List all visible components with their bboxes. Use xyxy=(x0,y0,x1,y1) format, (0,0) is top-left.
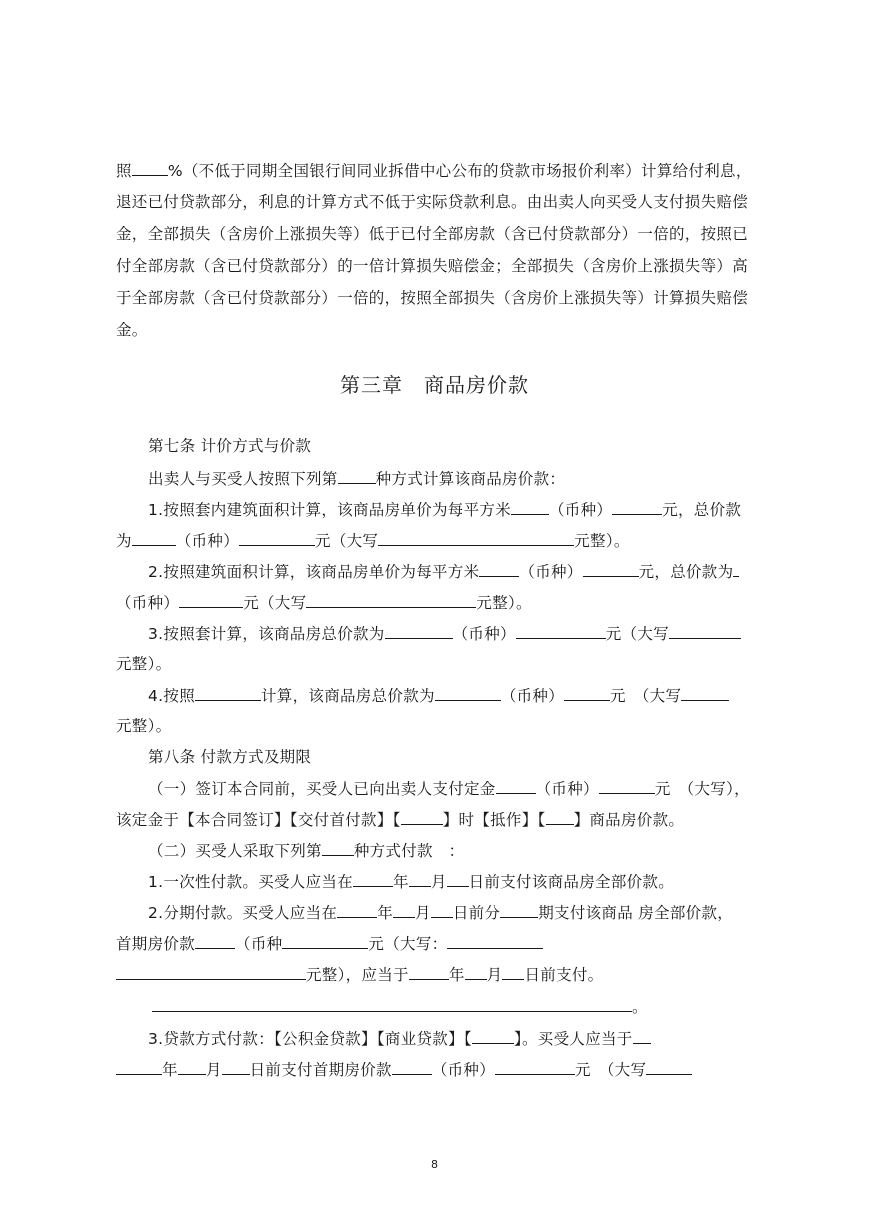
page-number: 8 xyxy=(431,1158,438,1171)
text-segment: 月 xyxy=(486,966,503,984)
text-line xyxy=(148,1028,651,1049)
text-segment: 该定金于【本合同签订】【交付首付款】【 xyxy=(116,811,401,829)
fill-blank xyxy=(447,933,543,949)
text-segment: 年 xyxy=(448,966,465,984)
fill-blank xyxy=(431,902,453,918)
text-segment: （币种） xyxy=(431,1061,496,1079)
text-segment: 1.一次性付款。买受人应当在 xyxy=(148,873,353,891)
fill-blank xyxy=(500,902,538,918)
fill-blank xyxy=(612,499,662,515)
fill-blank xyxy=(152,996,632,1012)
chapter-title: 第三章 商品房价款 xyxy=(340,373,529,397)
fill-blank xyxy=(564,685,610,701)
text-segment: 元 （大写 xyxy=(575,1061,647,1079)
text-segment: 】。买受人应当于 xyxy=(513,1030,633,1048)
text-segment: （币种） xyxy=(116,594,180,612)
text-segment: 元 （大写 xyxy=(610,687,682,705)
text-segment: 元 （大写）， xyxy=(654,780,750,798)
fill-blank xyxy=(195,933,235,949)
fill-blank xyxy=(393,902,415,918)
fill-blank xyxy=(282,933,368,949)
text-segment: 元整），应当于 xyxy=(306,966,409,984)
text-segment: 种方式计算该商品房价款： xyxy=(375,470,566,488)
fill-blank xyxy=(322,840,354,856)
text-line xyxy=(148,840,464,861)
article-heading: 第八条 付款方式及期限 xyxy=(148,748,312,766)
text-segment: （币种 xyxy=(235,935,283,953)
text-segment: 元整）。 xyxy=(476,594,532,612)
text-segment: 照 xyxy=(116,162,132,180)
text-line xyxy=(148,685,729,706)
fill-blank xyxy=(472,1028,514,1044)
text-line xyxy=(148,871,674,892)
text-segment: 日前分 xyxy=(452,904,501,922)
fill-blank xyxy=(178,1059,206,1075)
fill-blank xyxy=(378,530,574,546)
text-segment: 为 xyxy=(116,532,132,550)
fill-blank xyxy=(599,778,655,794)
fill-blank xyxy=(222,1059,250,1075)
text-line xyxy=(152,996,648,1017)
fill-blank xyxy=(496,778,536,794)
text-line xyxy=(148,468,565,489)
text-segment: 元，总价款为 xyxy=(638,563,734,581)
article-heading: 第七条 计价方式与价款 xyxy=(148,437,312,455)
fill-blank xyxy=(195,685,261,701)
text-line xyxy=(116,964,604,985)
text-segment: 】时【抵作】【 xyxy=(442,811,546,829)
text-segment: 年 xyxy=(162,1061,178,1079)
text-line xyxy=(148,623,741,644)
text-segment: 元整）。 xyxy=(574,532,630,550)
text-line xyxy=(116,160,752,181)
text-segment: 日前支付首期房价款 xyxy=(249,1061,392,1079)
text-segment: 出卖人与买受人按照下列第 xyxy=(148,470,338,488)
fill-blank xyxy=(409,871,431,887)
text-segment: 首期房价款 xyxy=(116,935,196,953)
fill-blank xyxy=(733,561,739,577)
text-segment: 期支付该商品 房全部价款， xyxy=(538,904,734,922)
fill-blank xyxy=(179,592,243,608)
text-segment: （币种） xyxy=(500,687,565,705)
fill-blank xyxy=(409,964,449,980)
fill-blank xyxy=(669,623,741,639)
text-segment: 元（大写 xyxy=(605,625,669,643)
text-segment: 2.分期付款。买受人应当在 xyxy=(148,904,338,922)
text-segment: 计算，该商品房总价款为 xyxy=(261,687,435,705)
fill-blank xyxy=(495,1059,575,1075)
text-line: 付全部房款（含已付贷款部分）的一倍计算损失赔偿金；全部损失（含房价上涨损失等）高 xyxy=(116,257,749,275)
text-segment: 月 xyxy=(205,1061,222,1079)
text-segment: （币种） xyxy=(535,780,599,798)
text-segment: （一）签订本合同前，买受人已向出卖人支付定金 xyxy=(148,780,496,798)
fill-blank xyxy=(479,561,519,577)
fill-blank xyxy=(583,561,639,577)
text-line xyxy=(116,933,543,954)
fill-blank xyxy=(392,1059,432,1075)
fill-blank xyxy=(132,530,176,546)
text-line xyxy=(116,592,532,613)
text-line: 金，全部损失（含房价上涨损失等）低于已付全部房款（含已付贷款部分）一倍的，按照已 xyxy=(116,225,749,243)
text-segment: 3.按照套计算，该商品房总价款为 xyxy=(148,625,385,643)
fill-blank xyxy=(116,1059,162,1075)
text-segment: 3.贷款方式付款：【公积金贷款】【商业贷款】【 xyxy=(148,1030,472,1048)
text-segment: （币种） xyxy=(452,625,516,643)
text-segment: （币种） xyxy=(175,532,240,550)
text-segment: 日前支付该商品房全部价款。 xyxy=(468,873,675,891)
text-segment: 日前支付。 xyxy=(524,966,604,984)
fill-blank xyxy=(353,871,393,887)
text-line: 元整）。 xyxy=(116,655,172,673)
text-line: 金。 xyxy=(116,321,148,339)
fill-blank xyxy=(385,623,453,639)
text-segment: 月 xyxy=(415,904,431,922)
text-line: 于全部房款（含已付贷款部分）一倍的，按照全部损失（含房价上涨损失等）计算损失赔偿 xyxy=(116,289,749,307)
fill-blank xyxy=(239,530,315,546)
text-line xyxy=(148,902,733,923)
text-segment: 元（大写： xyxy=(368,935,448,953)
fill-blank xyxy=(502,964,524,980)
text-segment: 】商品房价款。 xyxy=(573,811,685,829)
text-segment: （币种） xyxy=(519,563,583,581)
fill-blank xyxy=(646,1059,692,1075)
text-line: 元整）。 xyxy=(116,717,172,735)
text-line xyxy=(148,499,741,520)
text-line xyxy=(116,809,684,830)
fill-blank xyxy=(511,499,549,515)
text-segment: 元（大写 xyxy=(243,594,307,612)
text-segment: 4.按照 xyxy=(148,687,195,705)
text-segment: （二）买受人采取下列第 xyxy=(148,842,322,860)
text-segment: 种方式付款 ： xyxy=(353,842,465,860)
fill-blank xyxy=(338,468,376,484)
fill-blank xyxy=(306,592,476,608)
fill-blank xyxy=(401,809,443,825)
text-segment: 1.按照套内建筑面积计算，该商品房单价为每平方米 xyxy=(148,501,511,519)
text-segment: 元（大写 xyxy=(315,532,379,550)
fill-blank xyxy=(337,902,377,918)
text-segment: 元，总价款 xyxy=(662,501,742,519)
fill-blank xyxy=(116,964,306,980)
fill-blank xyxy=(681,685,729,701)
fill-blank xyxy=(546,809,574,825)
fill-blank xyxy=(516,623,606,639)
text-line xyxy=(116,1059,692,1080)
text-segment: 2.按照建筑面积计算，该商品房单价为每平方米 xyxy=(148,563,480,581)
text-line: 退还已付贷款部分，利息的计算方式不低于实际贷款利息。由出卖人向买受人支付损失赔偿 xyxy=(116,193,749,211)
text-segment: 月 xyxy=(430,873,447,891)
text-segment: 年 xyxy=(377,904,394,922)
text-line xyxy=(116,530,630,551)
text-segment: %（不低于同期全国银行间同业拆借中心公布的贷款市场报价利率）计算给付利息， xyxy=(167,162,752,180)
text-segment: （币种） xyxy=(549,501,613,519)
fill-blank xyxy=(465,964,487,980)
fill-blank xyxy=(132,160,168,176)
text-segment: 。 xyxy=(632,998,648,1016)
text-segment: 年 xyxy=(393,873,409,891)
fill-blank xyxy=(447,871,469,887)
fill-blank xyxy=(633,1028,651,1044)
text-line xyxy=(148,561,739,582)
text-line xyxy=(148,778,750,799)
fill-blank xyxy=(435,685,501,701)
